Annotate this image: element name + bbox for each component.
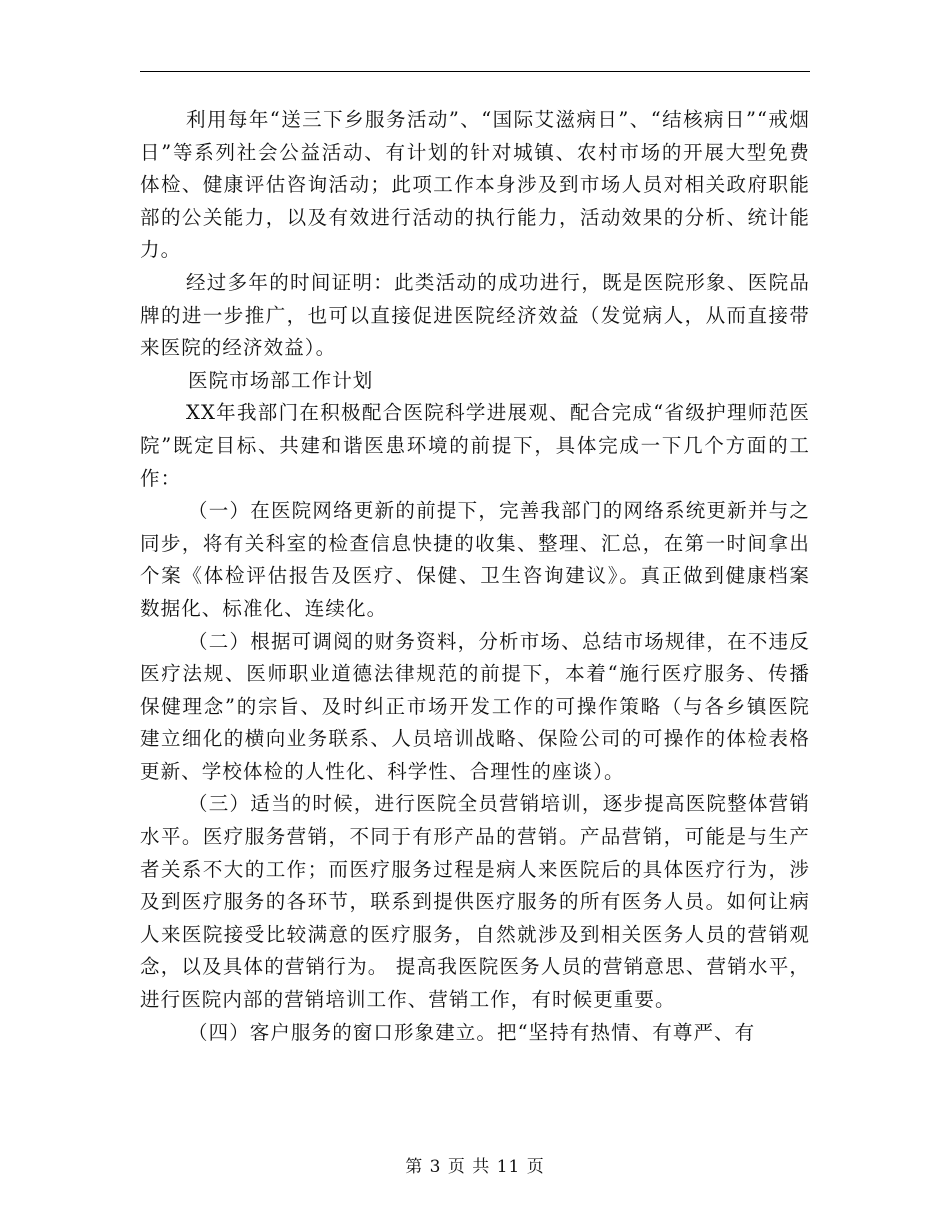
paragraph-item-2: （二）根据可调阅的财务资料，分析市场、总结市场规律，在不违反医疗法规、医师职业道德法律规范的前提下，本着“施行医疗服务、传播保健理念”的宗旨、及时纠正市场开发工作的可操作策略（与各乡镇医院建立细化的横向业务联系、人员培训战略、保险公司的可操作的体检表格更新、学校体检的人性化、科学性、合理性的座谈）。 [140,629,810,783]
paragraph-item-1: （一）在医院网络更新的前提下，完善我部门的网络系统更新并与之同步，将有关科室的检查信息快捷的收集、整理、汇总，在第一时间拿出个案《体检评估报告及医疗、保健、卫生咨询建议》。真正做到健康档案数据化、标准化、连续化。 [140,499,810,620]
document-body [140,104,810,1049]
page-number-label: 第 3 页 共 11 页 [405,1157,545,1177]
paragraph-public-welfare-activities: 利用每年“送三下乡服务活动”、“国际艾滋病日”、“结核病日”“戒烟日”等系列社会公益活动、有计划的针对城镇、农村市场的开展大型免费体检、健康评估咨询活动；此项工作本身涉及到市场人员对相关政府职能部的公关能力，以及有效进行活动的执行能力，活动效果的分析、统计能力。 [140,108,810,262]
header-rule [140,71,810,72]
paragraph-item-3: （三）适当的时候，进行医院全员营销培训，逐步提高医院整体营销水平。医疗服务营销，不同于有形产品的营销。产品营销，可能是与生产者关系不大的工作；而医疗服务过程是病人来医院后的具体医疗行为，涉及到医疗服务的各环节，联系到提供医疗服务的所有医务人员。如何让病人来医院接受比较满意的医疗服务，自然就涉及到相关医务人员的营销观念，以及具体的营销行为。 提高我医院医务人员的营销意思、营销水平，进行医院内部的营销培训工作、营销工作，有时候更重要。 [140,792,810,1012]
section-heading: 医院市场部工作计划 [188,368,374,392]
paragraph-item-4: （四）客户服务的窗口形象建立。把“坚持有热情、有尊严、有 [188,1020,756,1044]
paragraph-department-goals: XX年我部门在积极配合医院科学进展观、配合完成“省级护理师范医院”既定目标、共建和谐医患环境的前提下，具体完成一下几个方面的工作： [140,401,810,490]
paragraph-activity-results: 经过多年的时间证明：此类活动的成功进行，既是医院形象、医院品牌的进一步推广，也可以直接促进医院经济效益（发觉病人，从而直接带来医院的经济效益）。 [140,270,810,360]
page-footer [0,1152,950,1177]
